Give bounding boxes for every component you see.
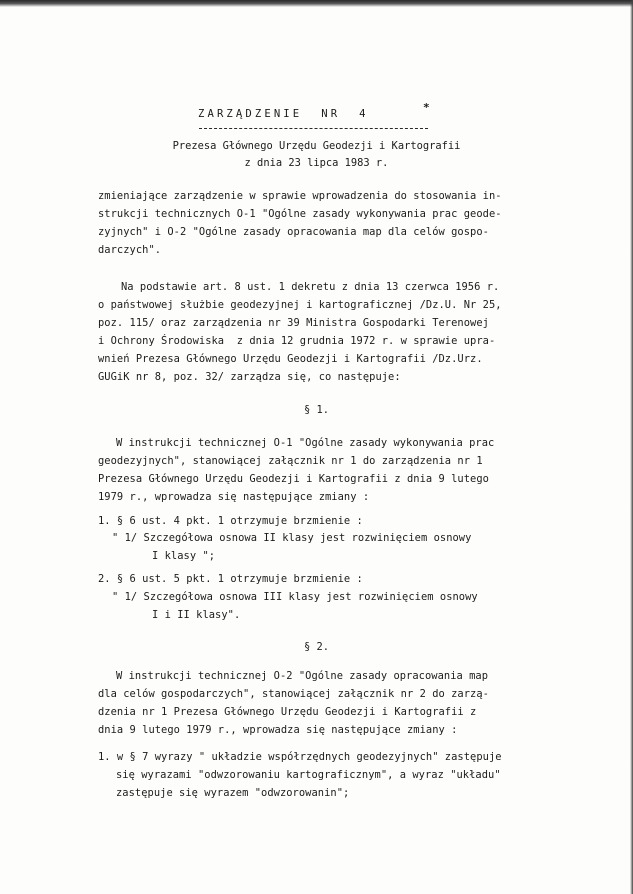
section-2-heading: § 2. [303, 641, 330, 653]
issuer-line: Prezesa Głównego Urzędu Geodezji i Kartografii [172, 140, 461, 152]
preamble-line: wnień Prezesa Głównego Urzędu Geodezji i Kartografii /Dz.Urz. [98, 353, 483, 365]
section-2-intro-line: dnia 9 lutego 1979 r., wprowadza się następujące zmiany : [98, 724, 458, 736]
section-2-item-lead: 1. w § 7 wyrazy " układzie współrzędnych geodezyjnych" zastępuje [98, 751, 502, 763]
section-2-item-text: się wyrazami "odwzorowaniu kartograficznym", a wyraz "układu" [116, 769, 501, 781]
document-title: ZARZĄDZENIE NR 4 [198, 108, 369, 120]
section-2-intro-line: dzenia nr 1 Prezesa Głównego Urzędu Geodezji i Kartografii z [98, 706, 477, 718]
section-2-item-text: zastępuje się wyrazem "odwzorowanin"; [116, 787, 350, 799]
section-1-item-lead: 1. § 6 ust. 4 pkt. 1 otrzymuje brzmienie : [98, 515, 363, 527]
title-underline [199, 128, 428, 129]
preamble-line: poz. 115/ oraz zarządzenia nr 39 Ministra Gospodarki Terenowej [98, 317, 489, 329]
title-footnote-mark: * [423, 101, 430, 114]
intro-line: darczych". [98, 244, 162, 256]
preamble-line: o państwowej służbie geodezyjnej i kartograficznej /Dz.U. Nr 25, [98, 299, 502, 311]
section-1-intro-line: geodezyjnych", stanowiącej załącznik nr 1 do zarządzenia nr 1 [98, 455, 483, 467]
preamble-line: Na podstawie art. 8 ust. 1 dekretu z dnia 13 czerwca 1956 r. [121, 281, 500, 293]
section-1-item-text: I i II klasy". [152, 609, 241, 621]
section-1-item-text: I klasy "; [152, 550, 216, 562]
section-2-intro-line: W instrukcji technicznej O-2 "Ogólne zasady opracowania map [116, 670, 489, 682]
section-1-intro-line: W instrukcji technicznej O-1 "Ogólne zasady wykonywania prac [116, 437, 495, 449]
section-1-item-text: " 1/ Szczegółowa osnowa II klasy jest rozwinięciem osnowy [112, 532, 472, 544]
intro-line: zyjnych" i O-2 "Ogólne zasady opracowania map dla celów gospo- [98, 226, 489, 238]
intro-line: strukcji technicznych O-1 "Ogólne zasady wykonywania prac geode- [98, 208, 502, 220]
section-1-heading: § 1. [303, 404, 330, 416]
section-1-intro-line: Prezesa Głównego Urzędu Geodezji i Kartografii z dnia 9 lutego [98, 473, 489, 485]
scan-top-edge [0, 0, 633, 7]
section-1-item-lead: 2. § 6 ust. 5 pkt. 1 otrzymuje brzmienie : [98, 573, 363, 585]
section-1-item-text: " 1/ Szczegółowa osnowa III klasy jest rozwinięciem osnowy [112, 591, 478, 603]
section-1-intro-line: 1979 r., wprowadza się następujące zmiany : [98, 491, 370, 503]
preamble-line: i Ochrony Środowiska z dnia 12 grudnia 1972 r. w sprawie upra- [98, 335, 496, 347]
section-2-intro-line: dla celów gospodarczych", stanowiącej załącznik nr 2 do zarzą- [98, 688, 489, 700]
date-line: z dnia 23 lipca 1983 r. [244, 157, 389, 169]
intro-line: zmieniające zarządzenie w sprawie wprowadzenia do stosowania in- [98, 190, 502, 202]
preamble-line: GUGiK nr 8, poz. 32/ zarządza się, co następuje: [98, 371, 401, 383]
